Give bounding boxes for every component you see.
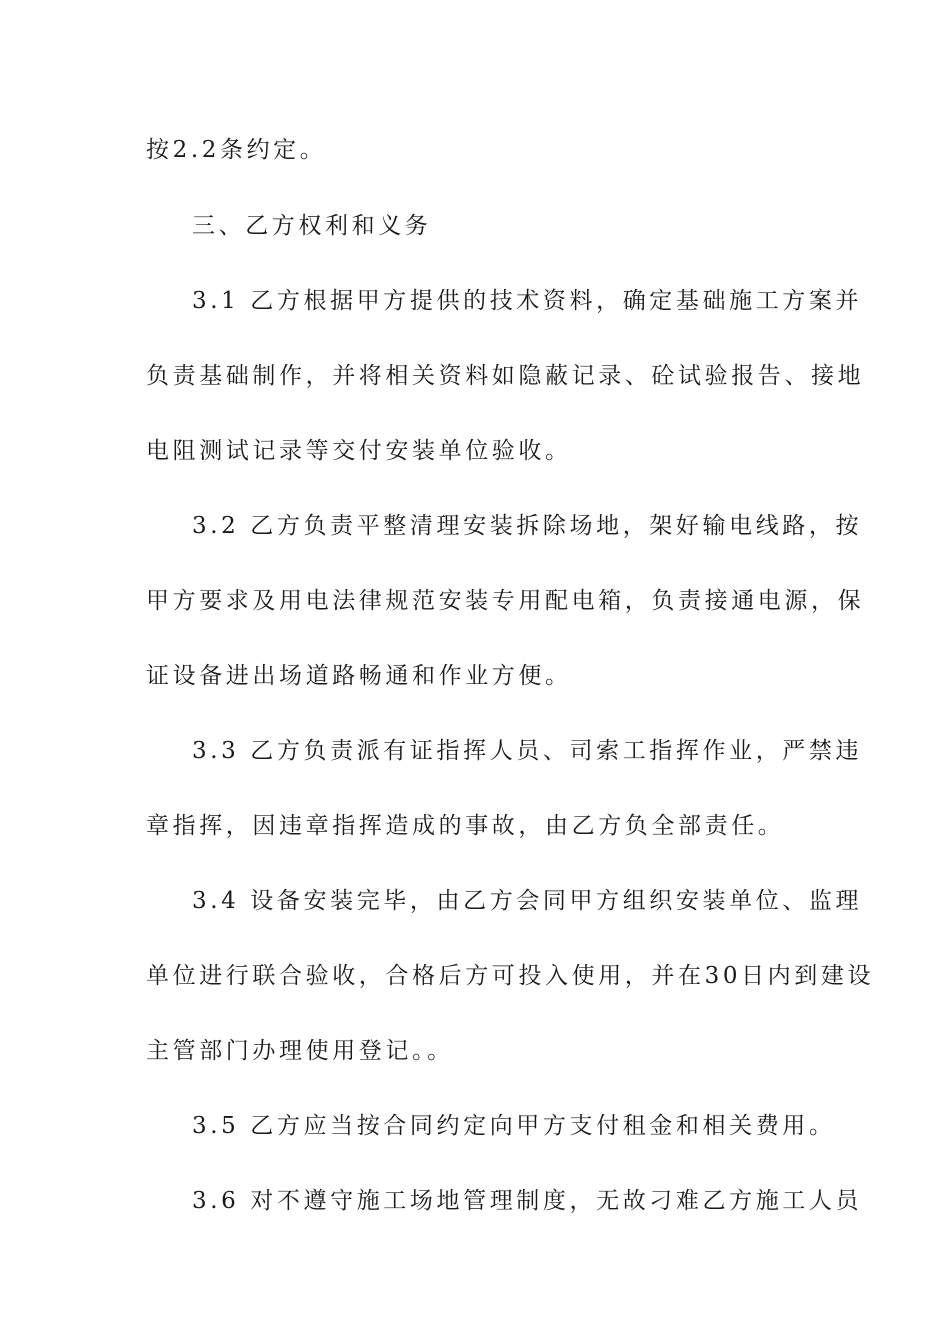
clause-3-1-line-3: 电阻测试记录等交付安装单位验收。 (146, 438, 572, 464)
text-line-continuation: 按2.2条约定。 (146, 137, 327, 163)
clause-3-3-line-1: 3.3 乙方负责派有证指挥人员、司索工指挥作业，严禁违 (192, 738, 863, 764)
clause-3-1-line-2: 负责基础制作，并将相关资料如隐蔽记录、砼试验报告、接地 (146, 363, 865, 389)
section-heading-3: 三、乙方权利和义务 (192, 213, 432, 239)
clause-3-2-line-1: 3.2 乙方负责平整清理安装拆除场地，架好输电线路，按 (192, 513, 863, 539)
clause-3-6-line-1: 3.6 对不遵守施工场地管理制度，无故刁难乙方施工人员 (192, 1188, 863, 1214)
clause-3-4-line-3: 主管部门办理使用登记。。 (146, 1038, 454, 1064)
clause-3-4-line-2: 单位进行联合验收，合格后方可投入使用，并在30日内到建设 (146, 963, 875, 989)
clause-3-1-line-1: 3.1 乙方根据甲方提供的技术资料，确定基础施工方案并 (192, 288, 863, 314)
clause-3-4-line-1: 3.4 设备安装完毕，由乙方会同甲方组织安装单位、监理 (192, 888, 863, 914)
clause-3-2-line-3: 证设备进出场道路畅通和作业方便。 (146, 663, 572, 689)
clause-3-5-line-1: 3.5 乙方应当按合同约定向甲方支付租金和相关费用。 (192, 1113, 836, 1139)
clause-3-3-line-2: 章指挥，因违章指挥造成的事故，由乙方负全部责任。 (146, 813, 785, 839)
clause-3-2-line-2: 甲方要求及用电法律规范安装专用配电箱，负责接通电源，保 (146, 588, 865, 614)
